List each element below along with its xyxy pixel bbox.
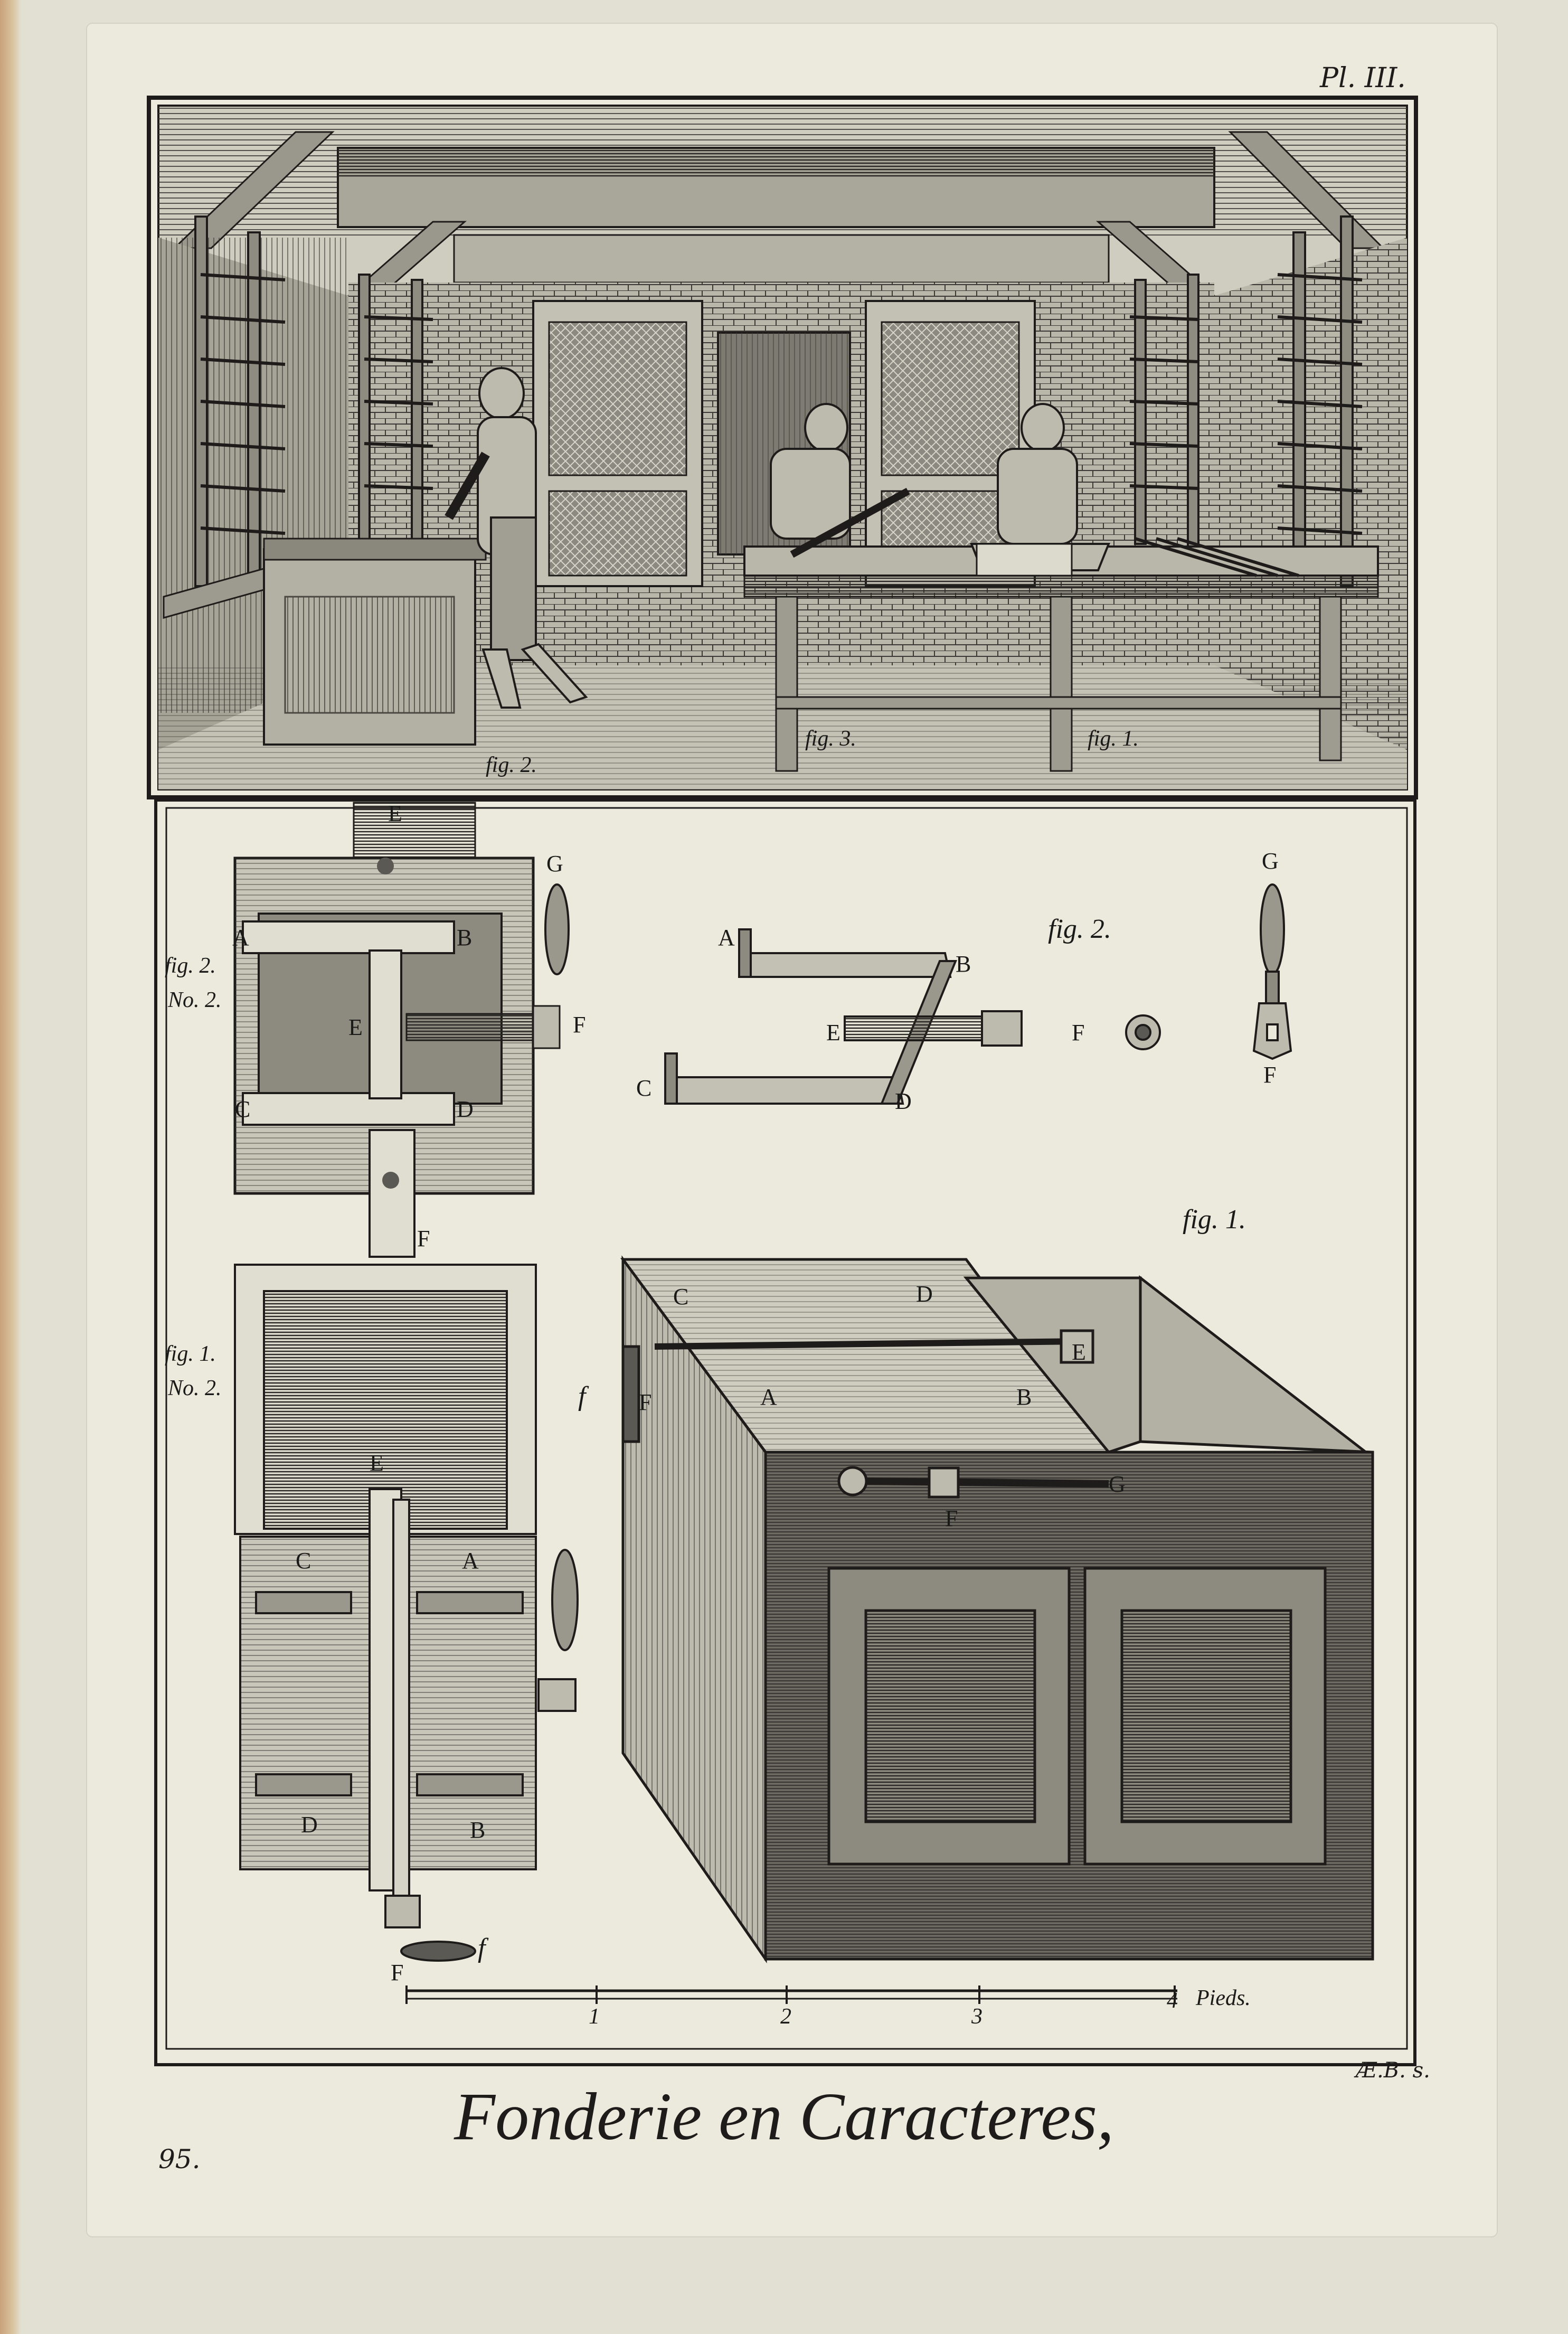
letter-key: A: [760, 1384, 777, 1410]
engraver-signature: Æ.B. s.: [1356, 2058, 1430, 2083]
figure-caption: fig. 2.: [1048, 914, 1111, 944]
letter-key: B: [956, 951, 971, 977]
letter-key: G: [546, 851, 563, 877]
letter-key: A: [718, 925, 735, 950]
vignette-fig-label: fig. 2.: [486, 753, 537, 777]
figure-caption: fig. 1.: [1183, 1204, 1246, 1235]
letter-key: B: [470, 1817, 486, 1843]
letter-key: E: [1072, 1339, 1086, 1365]
letter-key: C: [673, 1284, 689, 1310]
letter-key: f: [478, 1933, 486, 1963]
scale-unit-label: Pieds.: [1196, 1986, 1251, 2010]
vignette-fig-label: fig. 3.: [805, 727, 856, 751]
fig2-mould-drawing: [665, 929, 1160, 1104]
fig1-plan-drawing: [235, 1265, 578, 1961]
letter-key: A: [462, 1548, 479, 1574]
scale-bar: [407, 1985, 1177, 2004]
letter-key: B: [1016, 1384, 1032, 1410]
letter-key: B: [457, 925, 473, 950]
side-fig-label: fig. 1.: [165, 1342, 216, 1366]
fig1-cabinet-drawing: [623, 1259, 1373, 1959]
workshop-vignette: [149, 98, 1416, 797]
letter-key: F: [391, 1960, 404, 1985]
letter-key: C: [636, 1075, 652, 1101]
side-fig-label: fig. 2.: [165, 954, 216, 978]
letter-key: F: [639, 1389, 652, 1415]
handle-key-drawing: [1254, 884, 1291, 1059]
letter-key: D: [916, 1281, 933, 1307]
letter-key: F: [417, 1226, 430, 1251]
letter-key: E: [370, 1450, 384, 1476]
letter-key: f: [578, 1381, 586, 1411]
letter-key: C: [296, 1548, 311, 1574]
scale-tick-label: 3: [971, 2004, 983, 2029]
letter-key: G: [1109, 1471, 1126, 1497]
letter-key: C: [235, 1096, 251, 1122]
fig2-plan-drawing: [235, 803, 569, 1257]
letter-key: F: [945, 1505, 958, 1531]
scale-tick-label: 1: [589, 2004, 600, 2029]
letter-key: F: [573, 1012, 586, 1038]
letter-key: D: [457, 1096, 474, 1122]
plate-title: Fonderie en Caracteres,: [454, 2079, 1114, 2154]
letter-key: E: [826, 1020, 840, 1046]
letter-key: F: [1072, 1020, 1085, 1046]
letter-key: D: [895, 1088, 912, 1114]
letter-key: G: [1262, 848, 1279, 874]
page-number: 95.: [158, 2144, 201, 2175]
letter-key: E: [348, 1014, 363, 1040]
scale-tick-label: 2: [780, 2004, 791, 2029]
letter-key: A: [232, 925, 249, 950]
plate-number: Pl. III.: [1320, 62, 1406, 94]
vignette-fig-label: fig. 1.: [1088, 727, 1139, 751]
side-fig-sub-label: No. 2.: [168, 988, 222, 1012]
letter-key: D: [301, 1812, 318, 1838]
letter-key: F: [1263, 1062, 1277, 1088]
scale-tick-label: 4: [1167, 1989, 1178, 2013]
side-fig-sub-label: No. 2.: [168, 1376, 222, 1400]
letter-key: E: [388, 801, 402, 826]
